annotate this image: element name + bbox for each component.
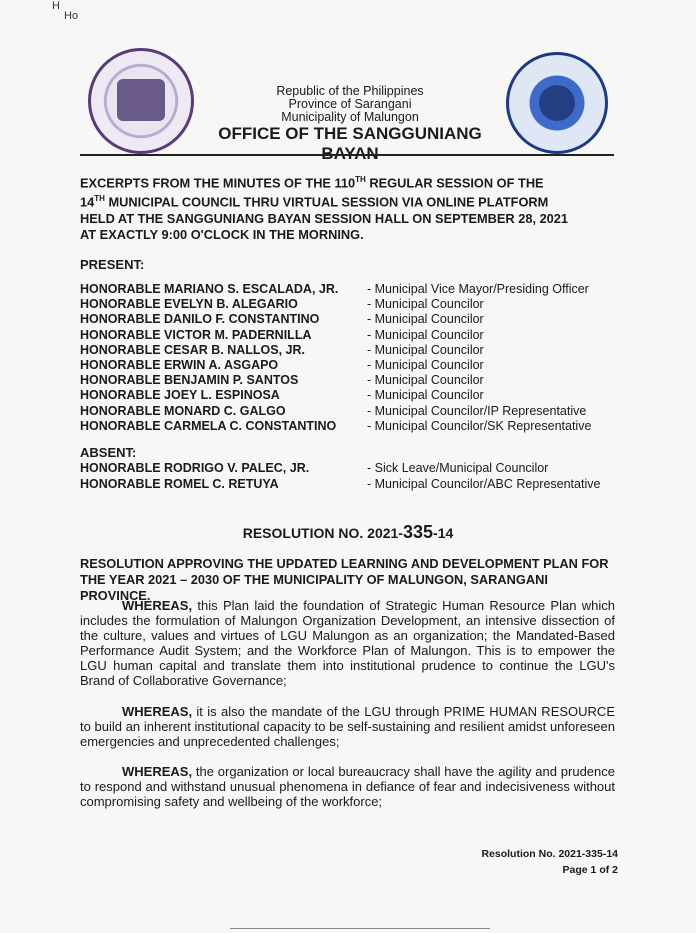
member-name: HONORABLE CARMELA C. CONSTANTINO <box>80 418 337 433</box>
member-row <box>80 312 620 327</box>
member-name: HONORABLE RODRIGO V. PALEC, JR. <box>80 461 310 475</box>
excerpt-heading: EXCERPTS FROM THE MINUTES OF THE 110TH REGULAR SESSION OF THE 14TH MUNICIPAL COUNCIL THRU VIRTUAL SESSION VIA ONLINE PLATFORM HELD AT THE SANGGUNIANG BAYAN SESSION HALL ON SEPTEMBER 28, 2021 AT EXACTLY 9:00 O'CLOCK IN THE MORNING. <box>80 175 569 242</box>
member-role: - Municipal Councilor/SK Representative <box>367 418 592 433</box>
member-role: - Municipal Councilor/ABC Representative <box>367 476 601 491</box>
member-name: HONORABLE MONARD C. GALGO <box>80 403 286 418</box>
whereas-paragraph: WHEREAS, the organization or local bureaucracy shall have the agility and prudence to respond and withstand unusual phenomena in defiance of fear and indecisiveness without compromising safety and wellbeing of the workforce; <box>80 764 615 809</box>
sangguniang-bayan-seal <box>506 52 608 154</box>
member-role: - Municipal Councilor <box>367 388 484 403</box>
present-label: PRESENT: <box>80 257 145 272</box>
member-row <box>80 373 620 388</box>
member-role: - Municipal Councilor <box>367 373 484 388</box>
member-name: HONORABLE JOEY L. ESPINOSA <box>80 388 280 403</box>
whereas-paragraph: WHEREAS, it is also the mandate of the LGU through PRIME HUMAN RESOURCE to build an inherent institutional capacity to be self-sustaining and resilient amidst unforeseen emergencies and unprecedented challenges; <box>80 704 615 749</box>
member-role: - Municipal Councilor <box>367 342 484 357</box>
member-role: - Municipal Councilor <box>367 327 484 342</box>
member-name: HONORABLE DANILO F. CONSTANTINO <box>80 312 320 327</box>
corner-mark: H <box>52 0 60 12</box>
resolution-title: RESOLUTION APPROVING THE UPDATED LEARNING AND DEVELOPMENT PLAN FOR THE YEAR 2021 – 2030 OF THE MUNICIPALITY OF MALUNGON, SARANGANI PROVINCE. <box>80 556 609 603</box>
member-name: HONORABLE VICTOR M. PADERNILLA <box>80 327 312 342</box>
member-role: - Municipal Councilor <box>367 312 484 327</box>
member-name: HONORABLE CESAR B. NALLOS, JR. <box>80 342 306 357</box>
member-name: HONORABLE MARIANO S. ESCALADA, JR. <box>80 282 339 296</box>
member-row <box>80 282 620 297</box>
whereas-paragraph: WHEREAS, this Plan laid the foundation of Strategic Human Resource Plan which includes the formulation of Malungon Organization Development, an intensive dissection of the culture, values and virtues of LGU Malungon as an organization; the Mandated-Based Performance Audit System; and the Workforce Plan of Malungon. This is to empower the LGU human capital and translate them into institutional prudence to continue the LGU's Brand of Collaborative Governance; <box>80 598 615 688</box>
member-row <box>80 297 620 312</box>
header-office: OFFICE OF THE SANGGUNIANG BAYAN <box>218 124 482 163</box>
header-rule <box>80 154 614 156</box>
member-row <box>80 404 620 419</box>
footer-resolution-ref: Resolution No. 2021-335-14 <box>481 848 618 860</box>
footer-page-number: Page 1 of 2 <box>562 864 618 876</box>
member-role: - Municipal Councilor <box>367 297 484 312</box>
member-role: - Municipal Councilor <box>367 358 484 372</box>
seal-emblem <box>539 85 575 121</box>
member-row <box>80 328 620 343</box>
member-name: HONORABLE EVELYN B. ALEGARIO <box>80 297 298 312</box>
member-row <box>80 358 620 373</box>
absent-label: ABSENT: <box>80 445 137 460</box>
member-name: HONORABLE ERWIN A. ASGAPO <box>80 358 279 372</box>
seal-emblem <box>117 79 165 121</box>
bottom-edge-line <box>230 928 490 929</box>
member-role: - Municipal Councilor/IP Representative <box>367 403 587 418</box>
member-name: HONORABLE ROMEL C. RETUYA <box>80 476 279 491</box>
corner-mark: Ho <box>64 10 79 22</box>
member-row <box>80 461 620 476</box>
header-municipality: Municipality of Malungon <box>281 110 419 124</box>
member-row <box>80 419 620 434</box>
member-row <box>80 388 620 403</box>
municipality-seal <box>88 48 194 154</box>
header-province: Province of Sarangani <box>288 97 412 111</box>
member-row <box>80 343 620 358</box>
resolution-number: RESOLUTION NO. 2021-335-14 <box>242 522 454 542</box>
member-role: - Sick Leave/Municipal Councilor <box>367 461 549 475</box>
member-row <box>80 477 620 492</box>
member-role: - Municipal Vice Mayor/Presiding Officer <box>367 282 589 296</box>
header-republic: Republic of the Philippines <box>276 84 424 98</box>
member-name: HONORABLE BENJAMIN P. SANTOS <box>80 373 299 388</box>
